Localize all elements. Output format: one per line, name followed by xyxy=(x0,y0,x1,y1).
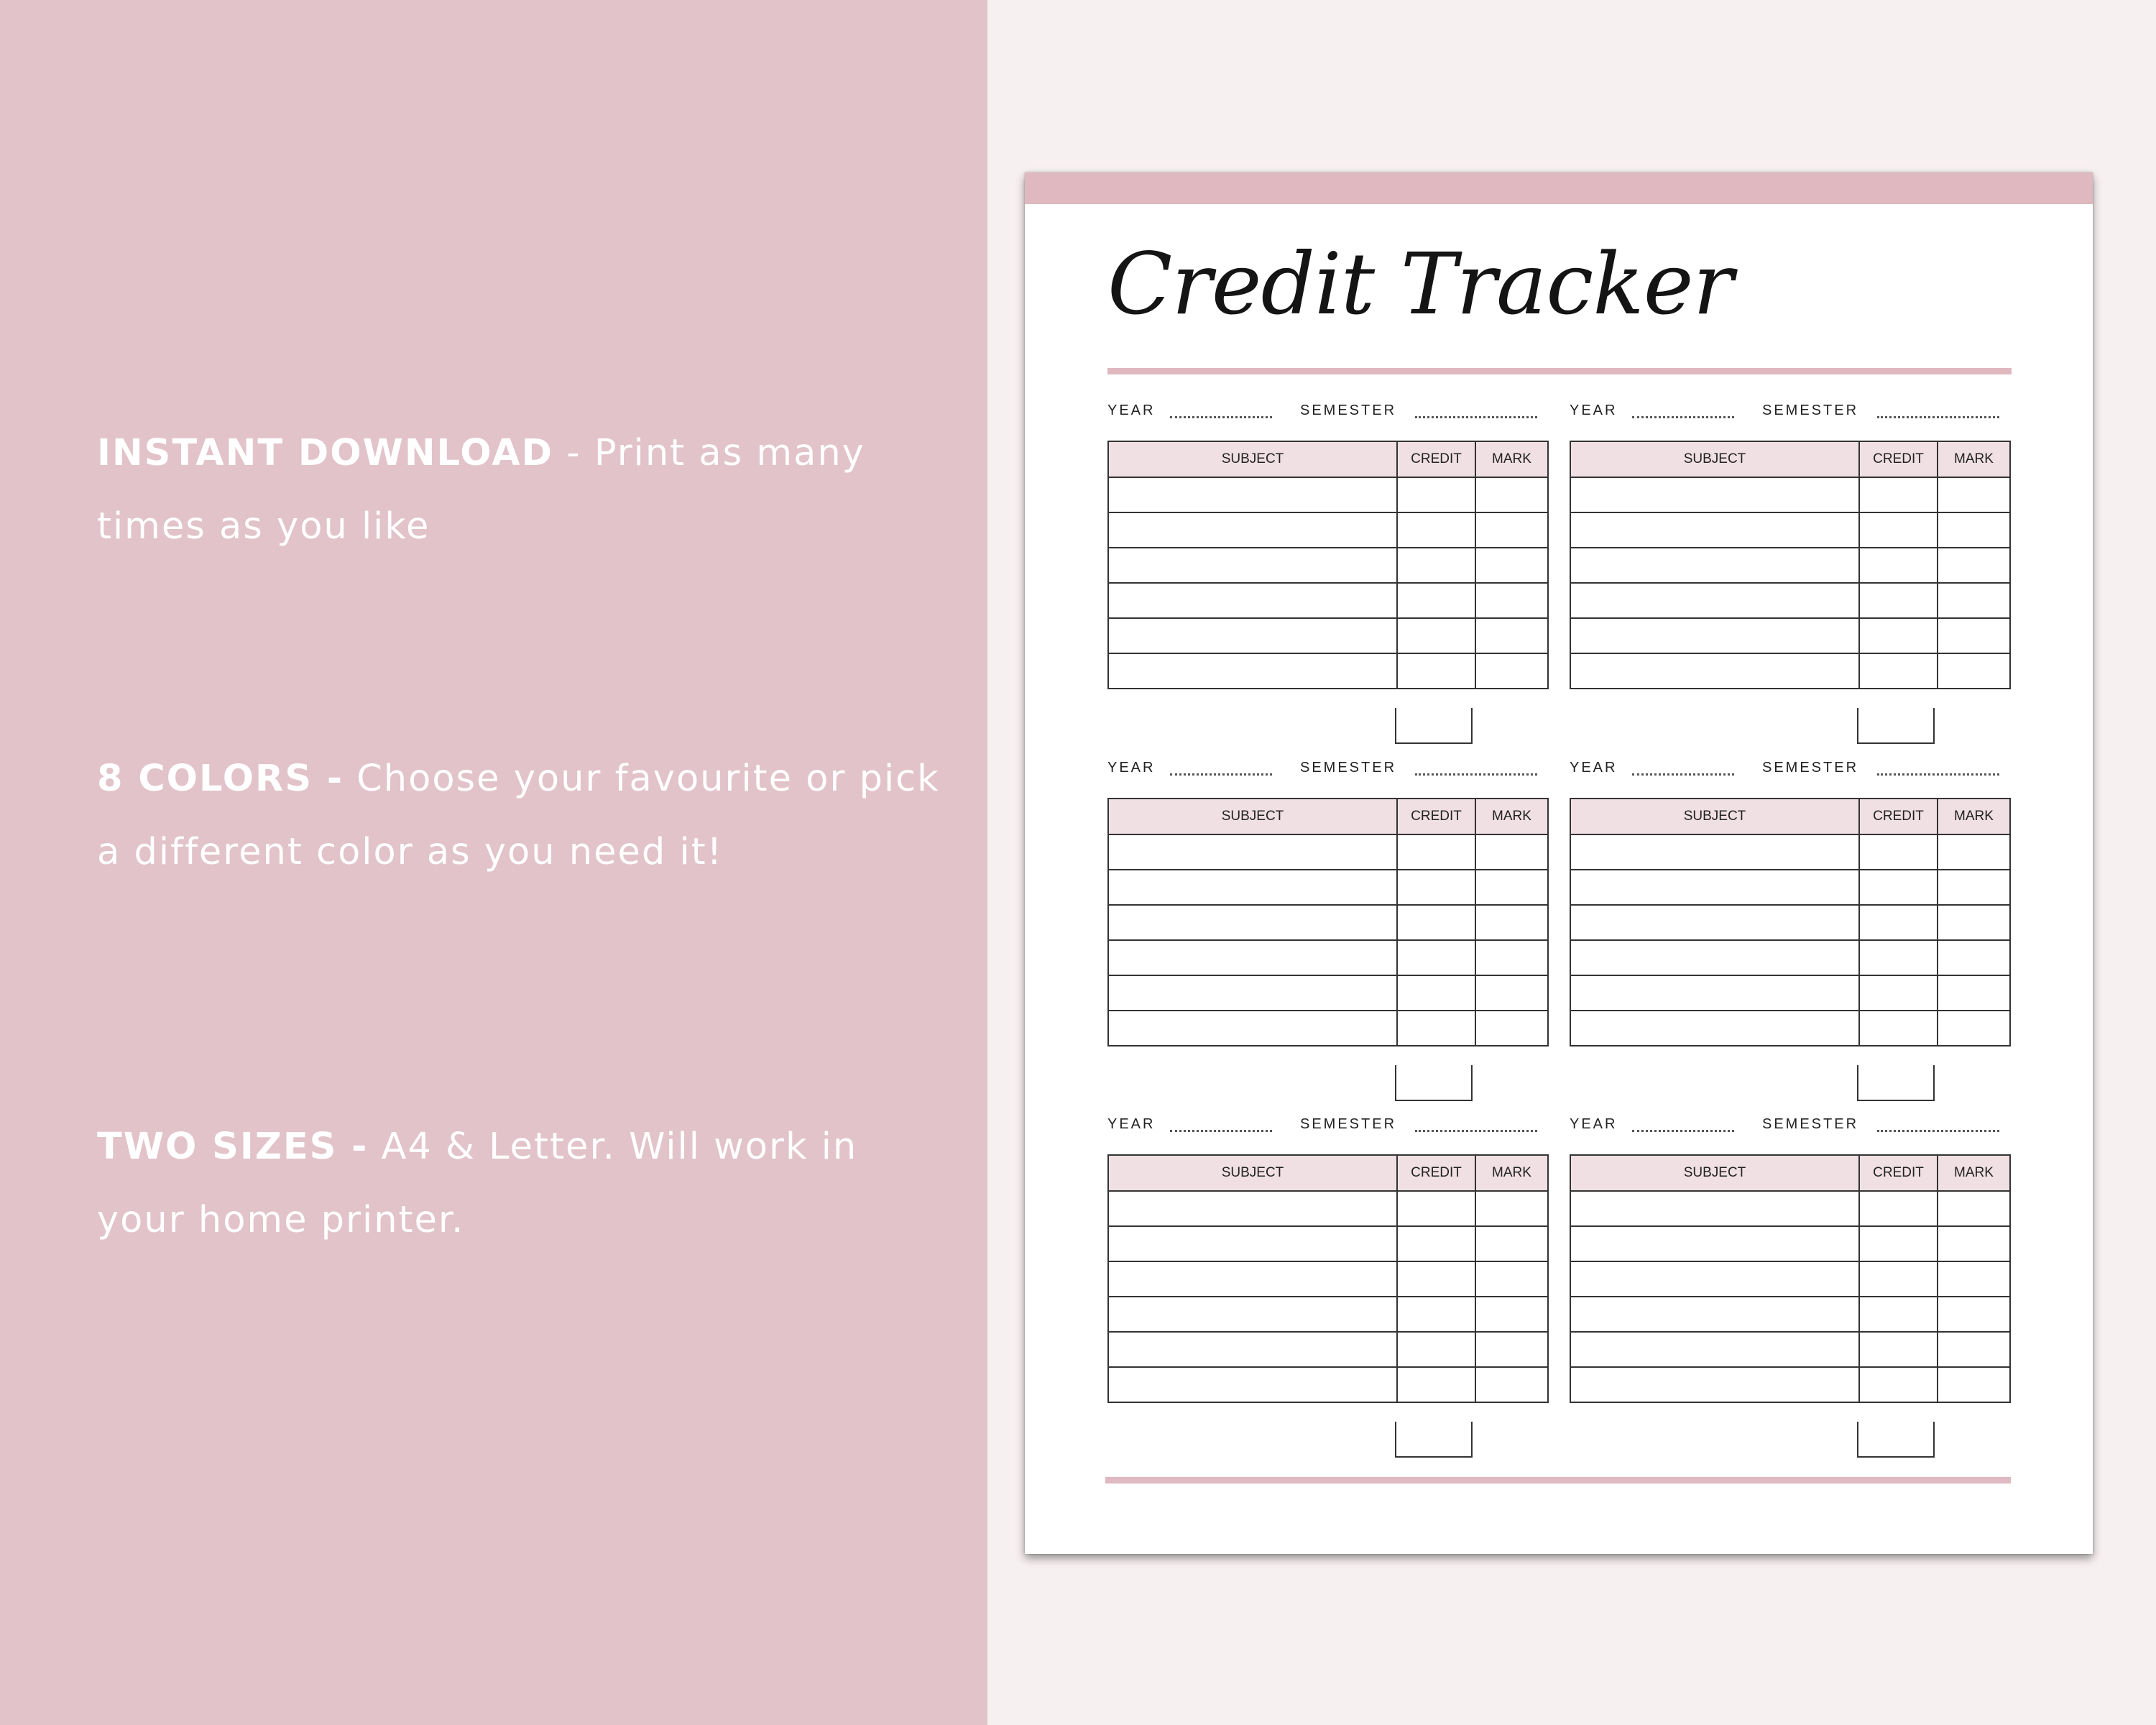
feature-sizes xyxy=(97,1110,945,1257)
table-row xyxy=(1570,940,2010,975)
credit-cell[interactable] xyxy=(1397,583,1475,618)
semester-field[interactable] xyxy=(1877,1130,1999,1132)
year-field[interactable] xyxy=(1170,1130,1272,1132)
feature-text: - Print as many times as you like xyxy=(97,432,865,548)
credit-table xyxy=(1107,1154,1549,1403)
mark-cell[interactable] xyxy=(1938,583,2010,618)
column-header: CREDIT xyxy=(1859,799,1938,834)
subject-cell[interactable] xyxy=(1108,975,1397,1011)
subject-cell[interactable] xyxy=(1108,834,1397,870)
column-header: SUBJECT xyxy=(1108,1155,1397,1191)
subject-cell[interactable] xyxy=(1570,975,1859,1011)
table-row xyxy=(1570,548,2010,583)
table-row xyxy=(1108,870,1548,905)
year-field[interactable] xyxy=(1632,1130,1734,1132)
mark-cell[interactable] xyxy=(1475,940,1548,975)
table-row xyxy=(1570,834,2010,870)
semester-label: SEMESTER xyxy=(1300,760,1397,776)
semester-field[interactable] xyxy=(1877,416,1999,418)
table-row xyxy=(1108,834,1548,870)
semester-field[interactable] xyxy=(1415,773,1537,776)
mark-cell[interactable] xyxy=(1475,653,1548,689)
mark-cell[interactable] xyxy=(1475,583,1548,618)
credit-cell[interactable] xyxy=(1859,512,1938,548)
column-header: MARK xyxy=(1938,1155,2010,1191)
table-row xyxy=(1108,905,1548,940)
mark-cell[interactable] xyxy=(1475,975,1548,1011)
credit-cell[interactable] xyxy=(1397,618,1475,653)
table-row xyxy=(1108,1191,1548,1226)
subject-cell[interactable] xyxy=(1570,477,1859,512)
column-header: CREDIT xyxy=(1859,441,1938,477)
year-field[interactable] xyxy=(1170,773,1272,776)
year-field[interactable] xyxy=(1632,416,1734,418)
mark-cell[interactable] xyxy=(1938,834,2010,870)
column-header: MARK xyxy=(1938,441,2010,477)
column-header: SUBJECT xyxy=(1108,799,1397,834)
year-field[interactable] xyxy=(1170,416,1272,418)
mark-cell[interactable] xyxy=(1475,618,1548,653)
subject-cell[interactable] xyxy=(1570,1191,1859,1226)
table-header xyxy=(1108,441,1548,477)
subject-cell[interactable] xyxy=(1108,870,1397,905)
semester-field[interactable] xyxy=(1877,773,1999,776)
credit-total-cell[interactable] xyxy=(1857,1065,1935,1101)
table-row xyxy=(1108,583,1548,618)
credit-cell[interactable] xyxy=(1397,477,1475,512)
credit-cell[interactable] xyxy=(1397,653,1475,689)
table-header xyxy=(1570,1155,2010,1191)
mark-cell[interactable] xyxy=(1475,905,1548,940)
credit-cell[interactable] xyxy=(1397,1191,1475,1226)
table-row xyxy=(1108,1367,1548,1402)
mark-cell[interactable] xyxy=(1938,548,2010,583)
column-header: SUBJECT xyxy=(1570,799,1859,834)
semester-block xyxy=(1570,1116,2009,1476)
credit-cell[interactable] xyxy=(1397,834,1475,870)
credit-cell[interactable] xyxy=(1859,940,1938,975)
subject-cell[interactable] xyxy=(1108,1261,1397,1297)
feature-text: Choose your favourite or pick a different color as you need it! xyxy=(97,758,940,873)
table-row xyxy=(1108,1226,1548,1261)
semester-block xyxy=(1107,1116,1547,1476)
credit-cell[interactable] xyxy=(1859,618,1938,653)
subject-cell[interactable] xyxy=(1108,1367,1397,1402)
year-label: YEAR xyxy=(1107,402,1156,418)
subject-cell[interactable] xyxy=(1108,477,1397,512)
subject-cell[interactable] xyxy=(1108,512,1397,548)
credit-cell[interactable] xyxy=(1859,1226,1938,1261)
credit-cell[interactable] xyxy=(1397,1297,1475,1332)
mark-cell[interactable] xyxy=(1475,834,1548,870)
column-header: CREDIT xyxy=(1859,1155,1938,1191)
mark-cell[interactable] xyxy=(1475,1191,1548,1226)
table-row xyxy=(1108,618,1548,653)
table-row xyxy=(1570,1261,2010,1297)
mark-cell[interactable] xyxy=(1938,905,2010,940)
subject-cell[interactable] xyxy=(1108,1226,1397,1261)
subject-cell[interactable] xyxy=(1570,1261,1859,1297)
table-row xyxy=(1570,870,2010,905)
table-header xyxy=(1570,799,2010,834)
column-header: SUBJECT xyxy=(1570,1155,1859,1191)
column-header: SUBJECT xyxy=(1570,441,1859,477)
semester-label: SEMESTER xyxy=(1762,402,1859,418)
footer-divider xyxy=(1105,1477,2011,1484)
sheet-title: Credit Tracker xyxy=(1107,234,1733,334)
column-header: CREDIT xyxy=(1397,1155,1475,1191)
credit-table xyxy=(1570,1154,2011,1403)
credit-cell[interactable] xyxy=(1859,1011,1938,1046)
year-label: YEAR xyxy=(1570,1116,1618,1132)
credit-cell[interactable] xyxy=(1397,940,1475,975)
column-header: MARK xyxy=(1938,799,2010,834)
mark-cell[interactable] xyxy=(1475,1011,1548,1046)
credit-cell[interactable] xyxy=(1397,512,1475,548)
mark-cell[interactable] xyxy=(1475,477,1548,512)
table-row xyxy=(1570,1367,2010,1402)
table-row xyxy=(1570,618,2010,653)
subject-cell[interactable] xyxy=(1108,905,1397,940)
mark-cell[interactable] xyxy=(1475,1226,1548,1261)
year-label: YEAR xyxy=(1107,760,1156,776)
mark-cell[interactable] xyxy=(1475,1367,1548,1402)
credit-cell[interactable] xyxy=(1859,870,1938,905)
column-header: SUBJECT xyxy=(1108,441,1397,477)
mark-cell[interactable] xyxy=(1475,870,1548,905)
subject-cell[interactable] xyxy=(1570,512,1859,548)
credit-cell[interactable] xyxy=(1859,548,1938,583)
column-header: MARK xyxy=(1475,441,1548,477)
table-row xyxy=(1108,477,1548,512)
credit-total-cell[interactable] xyxy=(1395,1422,1473,1458)
table-row xyxy=(1108,1297,1548,1332)
table-row xyxy=(1108,653,1548,689)
credit-cell[interactable] xyxy=(1397,975,1475,1011)
table-header xyxy=(1108,1155,1548,1191)
subject-cell[interactable] xyxy=(1108,940,1397,975)
subject-cell[interactable] xyxy=(1108,1332,1397,1367)
printable-sheet xyxy=(1025,172,2093,1554)
table-row xyxy=(1108,548,1548,583)
semester-label: SEMESTER xyxy=(1300,1116,1397,1132)
semester-block xyxy=(1107,402,1547,762)
table-row xyxy=(1570,975,2010,1011)
table-row xyxy=(1570,905,2010,940)
year-label: YEAR xyxy=(1107,1116,1156,1132)
mark-cell[interactable] xyxy=(1475,1332,1548,1367)
credit-total-cell[interactable] xyxy=(1395,1065,1473,1101)
credit-cell[interactable] xyxy=(1397,870,1475,905)
mark-cell[interactable] xyxy=(1938,1191,2010,1226)
credit-cell[interactable] xyxy=(1397,1332,1475,1367)
subject-cell[interactable] xyxy=(1570,905,1859,940)
subject-cell[interactable] xyxy=(1570,1226,1859,1261)
semester-block xyxy=(1107,760,1547,1119)
subject-cell[interactable] xyxy=(1570,1332,1859,1367)
semester-label: SEMESTER xyxy=(1300,402,1397,418)
table-row xyxy=(1108,1332,1548,1367)
feature-panel xyxy=(0,0,987,1725)
table-row xyxy=(1570,1297,2010,1332)
credit-total-cell[interactable] xyxy=(1857,1422,1935,1458)
mark-cell[interactable] xyxy=(1938,940,2010,975)
mark-cell[interactable] xyxy=(1938,1297,2010,1332)
feature-title: TWO SIZES - xyxy=(97,1126,369,1168)
credit-cell[interactable] xyxy=(1397,1367,1475,1402)
mark-cell[interactable] xyxy=(1475,1261,1548,1297)
column-header: CREDIT xyxy=(1397,799,1475,834)
subject-cell[interactable] xyxy=(1570,870,1859,905)
table-row xyxy=(1570,1332,2010,1367)
credit-cell[interactable] xyxy=(1859,1261,1938,1297)
credit-cell[interactable] xyxy=(1397,548,1475,583)
mark-cell[interactable] xyxy=(1938,512,2010,548)
credit-cell[interactable] xyxy=(1397,905,1475,940)
subject-cell[interactable] xyxy=(1570,1297,1859,1332)
subject-cell[interactable] xyxy=(1108,548,1397,583)
credit-table xyxy=(1570,441,2011,689)
subject-cell[interactable] xyxy=(1108,583,1397,618)
column-header: CREDIT xyxy=(1397,441,1475,477)
feature-colors xyxy=(97,742,945,889)
subject-cell[interactable] xyxy=(1570,618,1859,653)
sheet-top-band xyxy=(1025,172,2093,204)
mark-cell[interactable] xyxy=(1475,512,1548,548)
subject-cell[interactable] xyxy=(1108,653,1397,689)
mark-cell[interactable] xyxy=(1938,870,2010,905)
year-field[interactable] xyxy=(1632,773,1734,776)
table-row xyxy=(1108,1011,1548,1046)
mark-cell[interactable] xyxy=(1938,1367,2010,1402)
table-row xyxy=(1570,653,2010,689)
credit-cell[interactable] xyxy=(1859,1332,1938,1367)
mark-cell[interactable] xyxy=(1938,1226,2010,1261)
mark-cell[interactable] xyxy=(1938,477,2010,512)
mark-cell[interactable] xyxy=(1938,1261,2010,1297)
feature-title: INSTANT DOWNLOAD xyxy=(97,432,554,474)
semester-field[interactable] xyxy=(1415,416,1537,418)
table-header xyxy=(1108,799,1548,834)
subject-cell[interactable] xyxy=(1108,618,1397,653)
table-row xyxy=(1108,512,1548,548)
credit-total-cell[interactable] xyxy=(1395,708,1473,744)
mark-cell[interactable] xyxy=(1475,1297,1548,1332)
semester-label: SEMESTER xyxy=(1762,760,1859,776)
subject-cell[interactable] xyxy=(1108,1011,1397,1046)
subject-cell[interactable] xyxy=(1108,1191,1397,1226)
mark-cell[interactable] xyxy=(1475,548,1548,583)
mark-cell[interactable] xyxy=(1938,1011,2010,1046)
column-header: MARK xyxy=(1475,1155,1548,1191)
mark-cell[interactable] xyxy=(1938,653,2010,689)
title-divider xyxy=(1107,368,2012,374)
table-row xyxy=(1108,1261,1548,1297)
credit-table xyxy=(1107,441,1549,689)
credit-cell[interactable] xyxy=(1397,1011,1475,1046)
credit-cell[interactable] xyxy=(1859,975,1938,1011)
table-row xyxy=(1108,940,1548,975)
table-row xyxy=(1570,583,2010,618)
credit-cell[interactable] xyxy=(1397,1261,1475,1297)
subject-cell[interactable] xyxy=(1570,1011,1859,1046)
credit-cell[interactable] xyxy=(1859,1297,1938,1332)
credit-table xyxy=(1570,798,2011,1046)
credit-cell[interactable] xyxy=(1859,834,1938,870)
semester-block xyxy=(1570,402,2009,762)
column-header: MARK xyxy=(1475,799,1548,834)
credit-cell[interactable] xyxy=(1859,653,1938,689)
credit-cell[interactable] xyxy=(1859,905,1938,940)
feature-instant-download xyxy=(97,417,945,564)
table-row xyxy=(1570,1226,2010,1261)
year-label: YEAR xyxy=(1570,760,1618,776)
table-row xyxy=(1570,1011,2010,1046)
semester-field[interactable] xyxy=(1415,1130,1537,1132)
credit-cell[interactable] xyxy=(1859,1191,1938,1226)
subject-cell[interactable] xyxy=(1570,1367,1859,1402)
subject-cell[interactable] xyxy=(1570,583,1859,618)
feature-text: A4 & Letter. Will work in your home printer. xyxy=(97,1126,858,1241)
credit-table xyxy=(1107,798,1549,1046)
subject-cell[interactable] xyxy=(1570,653,1859,689)
mark-cell[interactable] xyxy=(1938,618,2010,653)
credit-total-cell[interactable] xyxy=(1857,708,1935,744)
table-row xyxy=(1570,1191,2010,1226)
subject-cell[interactable] xyxy=(1570,940,1859,975)
credit-cell[interactable] xyxy=(1859,1367,1938,1402)
subject-cell[interactable] xyxy=(1108,1297,1397,1332)
credit-cell[interactable] xyxy=(1859,477,1938,512)
semester-label: SEMESTER xyxy=(1762,1116,1859,1132)
subject-cell[interactable] xyxy=(1570,548,1859,583)
semester-block xyxy=(1570,760,2009,1119)
credit-cell[interactable] xyxy=(1859,583,1938,618)
year-label: YEAR xyxy=(1570,402,1618,418)
table-row xyxy=(1570,477,2010,512)
feature-title: 8 COLORS - xyxy=(97,758,344,800)
table-row xyxy=(1108,975,1548,1011)
mark-cell[interactable] xyxy=(1938,975,2010,1011)
mark-cell[interactable] xyxy=(1938,1332,2010,1367)
table-row xyxy=(1570,512,2010,548)
table-header xyxy=(1570,441,2010,477)
subject-cell[interactable] xyxy=(1570,834,1859,870)
credit-cell[interactable] xyxy=(1397,1226,1475,1261)
